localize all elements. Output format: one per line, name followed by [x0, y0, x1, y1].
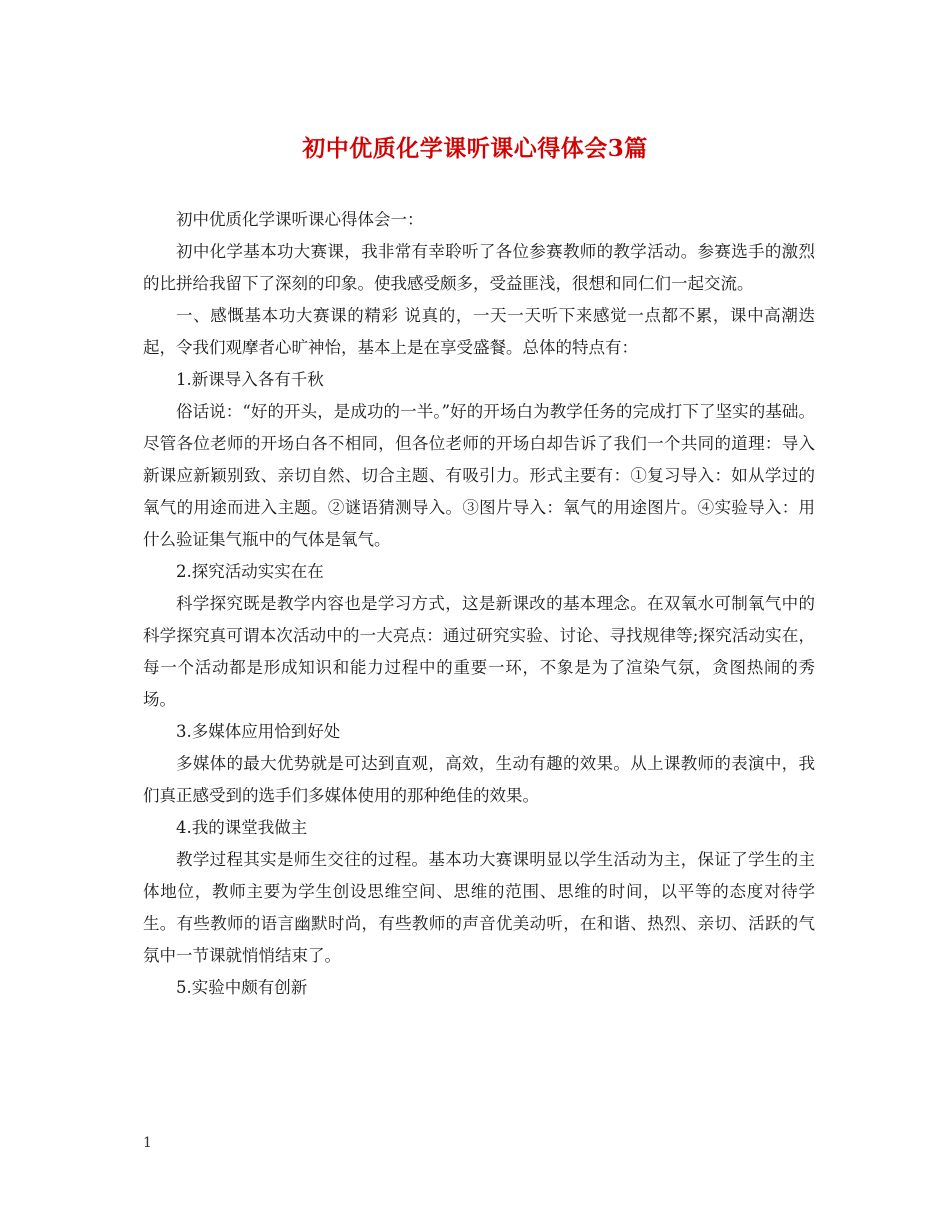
paragraph: 俗话说：“好的开头，是成功的一半。”好的开场白为教学任务的完成打下了坚实的基础。尽管各位老师的开场白各不相同，但各位老师的开场白却告诉了我们一个共同的道理：导入新课应新颖别致、亲切自然、切合主题、有吸引力。形式主要有：①复习导入：如从学过的氧气的用途而进入主题。②谜语猜测导入。③图片导入：氧气的用途图片。④实验导入：用什么验证集气瓶中的气体是氧气。	[143, 402, 815, 549]
paragraph-subheading: 1.新课导入各有千秋	[176, 370, 324, 389]
paragraph-subheading: 2.探究活动实实在在	[176, 562, 324, 581]
paragraph-subheading: 3.多媒体应用恰到好处	[176, 722, 341, 741]
paragraph: 多媒体的最大优势就是可达到直观，高效，生动有趣的效果。从上课教师的表演中，我们真正感受到的选手们多媒体使用的那种绝佳的效果。	[143, 754, 815, 805]
paragraph-subheading: 5.实验中颇有创新	[176, 978, 308, 997]
paragraph: 一、感慨基本功大赛课的精彩 说真的，一天一天听下来感觉一点都不累，课中高潮迭起，令我们观摩者心旷神怡，基本上是在享受盛餐。总体的特点有：	[143, 306, 815, 357]
document-title: 初中优质化学课听课心得体会3篇	[302, 135, 648, 162]
paragraph: 初中化学基本功大赛课，我非常有幸聆听了各位参赛教师的教学活动。参赛选手的激烈的比拼给我留下了深刻的印象。使我感受颇多，受益匪浅，很想和同仁们一起交流。	[143, 242, 815, 293]
paragraph-section-heading: 初中优质化学课听课心得体会一：	[176, 210, 424, 229]
paragraph-subheading: 4.我的课堂我做主	[176, 818, 308, 837]
document-body	[143, 204, 815, 1004]
page-number: 1	[143, 1135, 152, 1151]
paragraph: 教学过程其实是师生交往的过程。基本功大赛课明显以学生活动为主，保证了学生的主体地位，教师主要为学生创设思维空间、思维的范围、思维的时间，以平等的态度对待学生。有些教师的语言幽默时尚，有些教师的声音优美动听，在和谐、热烈、亲切、活跃的气氛中一节课就悄悄结束了。	[143, 850, 815, 965]
paragraph: 科学探究既是教学内容也是学习方式，这是新课改的基本理念。在双氧水可制氧气中的科学探究真可谓本次活动中的一大亮点：通过研究实验、讨论、寻找规律等;探究活动实在，每一个活动都是形成知识和能力过程中的重要一环，不象是为了渲染气氛，贪图热闹的秀场。	[143, 594, 815, 709]
